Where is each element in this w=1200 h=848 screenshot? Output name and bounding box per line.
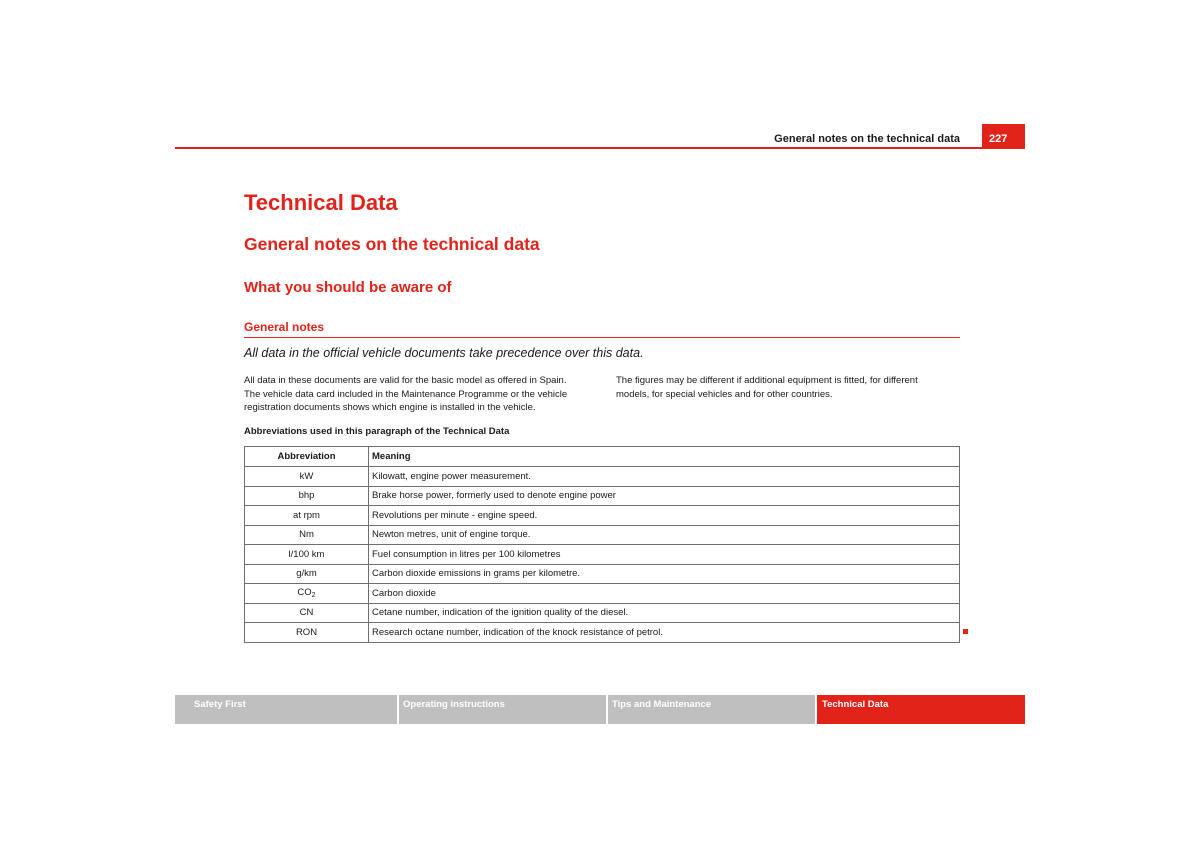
abbreviation-cell: Nm (245, 525, 369, 545)
table-row (245, 564, 960, 584)
section-title: General notes on the technical data (244, 234, 540, 254)
column-header-meaning: Meaning (369, 447, 960, 467)
abbreviation-cell: RON (245, 623, 369, 643)
meaning-cell: Carbon dioxide (369, 584, 960, 604)
meaning-cell: Fuel consumption in litres per 100 kilometres (369, 545, 960, 565)
nav-tab-technical-data[interactable]: Technical Data (817, 695, 1025, 724)
meaning-cell: Cetane number, indication of the ignition quality of the diesel. (369, 603, 960, 623)
abbreviation-text: CO (297, 587, 312, 599)
topic-title: General notes (244, 320, 325, 334)
meaning-cell: Research octane number, indication of the knock resistance of petrol. (369, 623, 960, 643)
abbreviation-cell: CN (245, 603, 369, 623)
abbreviation-cell: g/km (245, 564, 369, 584)
abbreviation-cell: l/100 km (245, 545, 369, 565)
paragraph-line: models, for special vehicles and for other countries. (616, 388, 833, 400)
table-caption: Abbreviations used in this paragraph of the Technical Data (244, 426, 510, 437)
table-row (245, 486, 960, 506)
paragraph-line: registration documents shows which engine is installed in the vehicle. (244, 402, 536, 413)
table-row (245, 467, 960, 487)
paragraph-left (244, 374, 594, 415)
chapter-nav (175, 695, 1025, 724)
meaning-cell: Kilowatt, engine power measurement. (369, 467, 960, 487)
table-row (245, 525, 960, 545)
table-row (245, 603, 960, 623)
abbreviation-cell: kW (245, 467, 369, 487)
table-row (245, 506, 960, 526)
meaning-cell: Revolutions per minute - engine speed. (369, 506, 960, 526)
meaning-cell: Carbon dioxide emissions in grams per kilometre. (369, 564, 960, 584)
column-header-abbreviation: Abbreviation (245, 447, 369, 467)
topic-rule (244, 337, 960, 338)
table-header-row (245, 447, 960, 467)
table-row (245, 623, 960, 643)
nav-tab-operating-instructions[interactable]: Operating instructions (399, 695, 606, 724)
paragraph-right (616, 374, 961, 401)
paragraph-line: All data in these documents are valid for the basic model as offered in Spain. (244, 375, 567, 386)
subsection-title: What you should be aware of (244, 279, 452, 296)
abbreviation-cell (245, 584, 369, 604)
table-row (245, 545, 960, 565)
paragraph-line: The figures may be different if additional equipment is fitted, for different (616, 375, 918, 386)
abbreviation-subscript: 2 (311, 592, 316, 600)
chapter-title: Technical Data (244, 190, 398, 215)
table-row (245, 584, 960, 604)
abbreviations-table (244, 446, 960, 643)
paragraph-line: The vehicle data card included in the Maintenance Programme or the vehicle (244, 388, 568, 400)
meaning-cell: Newton metres, unit of engine torque. (369, 525, 960, 545)
section-end-marker-icon (963, 629, 968, 634)
abbreviation-cell: at rpm (245, 506, 369, 526)
header-rule (175, 147, 1025, 149)
lead-statement: All data in the official vehicle documents take precedence over this data. (244, 346, 644, 360)
meaning-cell: Brake horse power, formerly used to denote engine power (369, 486, 960, 506)
nav-tab-tips-and-maintenance[interactable]: Tips and Maintenance (608, 695, 815, 724)
page-number-badge: 227 (982, 124, 1025, 149)
header-section-title: General notes on the technical data (774, 133, 960, 145)
abbreviation-cell: bhp (245, 486, 369, 506)
nav-tab-safety-first[interactable]: Safety First (175, 695, 397, 724)
